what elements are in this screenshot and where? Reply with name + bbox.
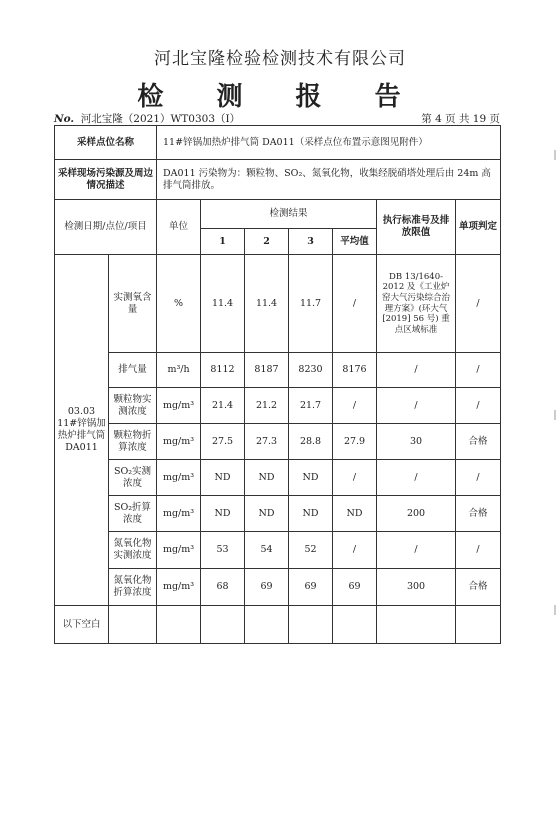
empty-cell xyxy=(109,606,157,644)
table-row xyxy=(55,460,501,496)
item-cell: 颗粒物折算浓度 xyxy=(109,424,157,460)
value-1-cell: 11.4 xyxy=(201,255,245,353)
value-2-cell: 27.3 xyxy=(245,424,289,460)
standard-cell: / xyxy=(377,353,456,388)
empty-cell xyxy=(245,606,289,644)
value-3-cell: 52 xyxy=(289,532,333,569)
empty-cell xyxy=(157,606,201,644)
report-table xyxy=(54,125,501,644)
judge-cell: / xyxy=(456,388,501,424)
item-cell: 颗粒物实测浓度 xyxy=(109,388,157,424)
judge-cell: / xyxy=(456,353,501,388)
scan-edge-mark xyxy=(554,150,556,160)
value-2-cell: 8187 xyxy=(245,353,289,388)
value-1-cell: 27.5 xyxy=(201,424,245,460)
empty-cell xyxy=(201,606,245,644)
judge-header: 单项判定 xyxy=(456,200,501,255)
value-1-cell: 8112 xyxy=(201,353,245,388)
avg-cell: ND xyxy=(333,496,377,532)
page-info: 第 4 页 共 19 页 xyxy=(421,113,500,125)
unit-cell: mg/m³ xyxy=(157,388,201,424)
table-row xyxy=(55,255,501,353)
col3-header: 3 xyxy=(289,229,333,255)
standard-cell: / xyxy=(377,532,456,569)
standard-cell: 300 xyxy=(377,569,456,606)
item-cell: SO₂折算浓度 xyxy=(109,496,157,532)
value-1-cell: 68 xyxy=(201,569,245,606)
scan-edge-mark xyxy=(554,605,556,615)
value-1-cell: 21.4 xyxy=(201,388,245,424)
value-1-cell: 53 xyxy=(201,532,245,569)
avg-header: 平均值 xyxy=(333,229,377,255)
value-3-cell: 11.7 xyxy=(289,255,333,353)
company-name: 河北宝隆检验检测技术有限公司 xyxy=(154,49,406,69)
avg-cell: / xyxy=(333,388,377,424)
table-row xyxy=(55,532,501,569)
avg-cell: 8176 xyxy=(333,353,377,388)
value-2-cell: 69 xyxy=(245,569,289,606)
col2-header: 2 xyxy=(245,229,289,255)
table-row xyxy=(55,353,501,388)
empty-cell xyxy=(333,606,377,644)
report-number xyxy=(54,111,240,126)
results-header: 检测结果 xyxy=(201,200,377,229)
value-2-cell: ND xyxy=(245,496,289,532)
table-row xyxy=(55,569,501,606)
empty-cell xyxy=(289,606,333,644)
report-title: 检 测 报 告 xyxy=(137,82,423,112)
item-cell: 排气量 xyxy=(109,353,157,388)
report-meta xyxy=(54,111,500,125)
report-no-value: 河北宝隆（2021）WT0303（Ⅰ） xyxy=(80,113,241,125)
avg-cell: 69 xyxy=(333,569,377,606)
judge-cell: / xyxy=(456,460,501,496)
unit-cell: mg/m³ xyxy=(157,496,201,532)
point-value: 11#锌锅加热炉排气筒 DA011（采样点位布置示意图见附件） xyxy=(157,126,501,160)
header-row xyxy=(55,200,501,229)
desc-row xyxy=(55,160,501,200)
value-3-cell: 69 xyxy=(289,569,333,606)
table-row xyxy=(55,496,501,532)
judge-cell: / xyxy=(456,532,501,569)
standard-cell: / xyxy=(377,460,456,496)
value-2-cell: ND xyxy=(245,460,289,496)
judge-cell: / xyxy=(456,255,501,353)
unit-cell: mg/m³ xyxy=(157,532,201,569)
standard-cell: / xyxy=(377,388,456,424)
avg-cell: / xyxy=(333,255,377,353)
point-row xyxy=(55,126,501,160)
blank-row xyxy=(55,606,501,644)
desc-label: 采样现场污染源及周边情况描述 xyxy=(55,160,157,200)
footer-note: 以下空白 xyxy=(55,606,109,644)
value-1-cell: ND xyxy=(201,460,245,496)
report-no-label: No. xyxy=(54,113,75,125)
avg-cell: / xyxy=(333,460,377,496)
date-point-item-header: 检测日期/点位/项目 xyxy=(55,200,157,255)
value-3-cell: 8230 xyxy=(289,353,333,388)
value-2-cell: 11.4 xyxy=(245,255,289,353)
unit-cell: m³/h xyxy=(157,353,201,388)
value-2-cell: 54 xyxy=(245,532,289,569)
standard-header: 执行标准号及排放限值 xyxy=(377,200,456,255)
item-cell: SO₂实测浓度 xyxy=(109,460,157,496)
value-3-cell: ND xyxy=(289,496,333,532)
unit-cell: mg/m³ xyxy=(157,424,201,460)
judge-cell: 合格 xyxy=(456,424,501,460)
standard-cell: DB 13/1640-2012 及《工业炉窑大气污染综合治理方案》(环大气[2019] 56 号) 重点区域标准 xyxy=(377,255,456,353)
unit-header: 单位 xyxy=(157,200,201,255)
unit-cell: % xyxy=(157,255,201,353)
scan-edge-mark xyxy=(554,410,556,420)
unit-cell: mg/m³ xyxy=(157,569,201,606)
item-cell: 氮氧化物实测浓度 xyxy=(109,532,157,569)
avg-cell: / xyxy=(333,532,377,569)
group-label: 03.03 11#锌锅加热炉排气筒 DA011 xyxy=(55,255,109,606)
value-1-cell: ND xyxy=(201,496,245,532)
value-2-cell: 21.2 xyxy=(245,388,289,424)
avg-cell: 27.9 xyxy=(333,424,377,460)
item-cell: 实测氧含量 xyxy=(109,255,157,353)
desc-value: DA011 污染物为：颗粒物、SO₂、氮氧化物，收集经脱硝塔处理后由 24m 高排气筒排放。 xyxy=(157,160,501,200)
value-3-cell: 21.7 xyxy=(289,388,333,424)
empty-cell xyxy=(456,606,501,644)
point-label: 采样点位名称 xyxy=(55,126,157,160)
empty-cell xyxy=(377,606,456,644)
col1-header: 1 xyxy=(201,229,245,255)
table-row xyxy=(55,388,501,424)
value-3-cell: 28.8 xyxy=(289,424,333,460)
standard-cell: 200 xyxy=(377,496,456,532)
item-cell: 氮氧化物折算浓度 xyxy=(109,569,157,606)
table-row xyxy=(55,424,501,460)
unit-cell: mg/m³ xyxy=(157,460,201,496)
standard-cell: 30 xyxy=(377,424,456,460)
judge-cell: 合格 xyxy=(456,496,501,532)
value-3-cell: ND xyxy=(289,460,333,496)
judge-cell: 合格 xyxy=(456,569,501,606)
